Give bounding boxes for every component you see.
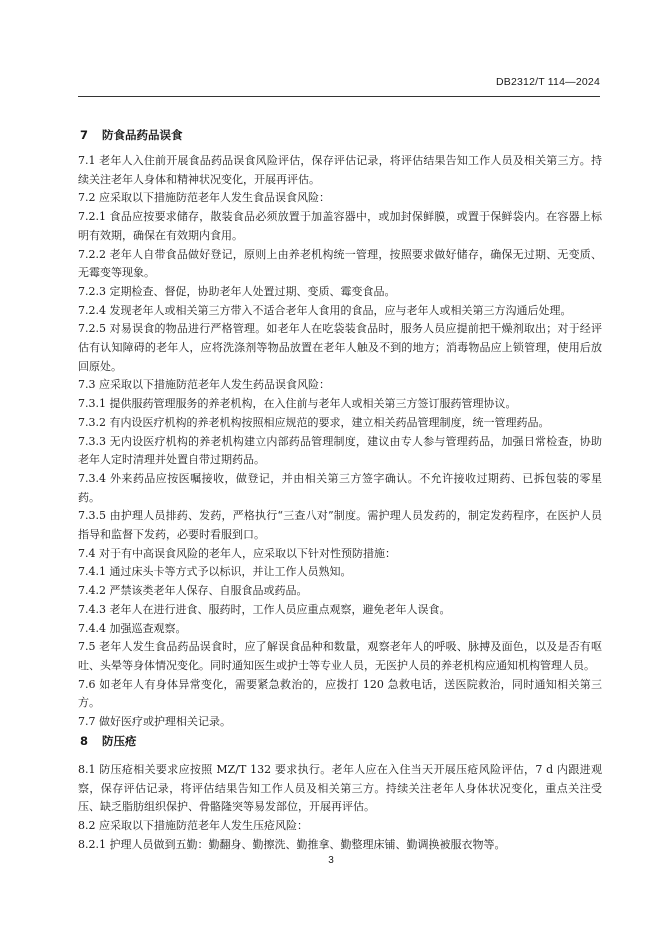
clause-7-5: 7.5 老年人发生食品药品误食时，应了解误食品种和数量，观察老年人的呼吸、脉搏及面色，以及是否有呕吐、头晕等身体情况变化。同时通知医生或护士等专业人员，无医护人员的养老机构应通知机构管理人员。 xyxy=(78,640,602,672)
clause-8-1: 8.1 防压疮相关要求应按照 MZ/T 132 要求执行。老年人应在入住当天开展压疮风险评估，7 d 内跟进观察，保存评估记录，将评估结果告知工作人员及相关第三方。持续关注老年人身体状况变化，重点关注受压、缺乏脂肪组织保护、骨骼隆突等易发部位，开展再评估。 xyxy=(78,763,602,814)
clause-7-3-4: 7.3.4 外来药品应按医嘱接收，做登记，并由相关第三方签字确认。不允许接收过期药、已拆包装的零星药。 xyxy=(78,471,602,504)
page-number: 3 xyxy=(328,855,334,866)
section-8-heading xyxy=(80,733,137,749)
clause-7-1: 7.1 老年人入住前开展食品药品误食风险评估，保存评估记录，将评估结果告知工作人员及相关第三方。持续关注老年人身体和精神状况变化，开展再评估。 xyxy=(78,154,602,186)
clause-7-2-4: 7.2.4 发现老年人或相关第三方带入不适合老年人食用的食品，应与老年人或相关第三方沟通后处理。 xyxy=(78,303,572,317)
clause-7-3: 7.3 应采取以下措施防范老年人发生药品误食风险： xyxy=(78,378,330,392)
clause-7-2-3: 7.2.3 定期检查、督促，协助老年人处置过期、变质、霉变食品。 xyxy=(78,284,396,298)
clause-7-7: 7.7 做好医疗或护理相关记录。 xyxy=(78,715,231,729)
section-7-heading xyxy=(80,127,183,143)
clause-7-3-1: 7.3.1 提供服药管理服务的养老机构，在入住前与老年人或相关第三方签订服药管理协议。 xyxy=(78,397,517,411)
clause-8-2: 8.2 应采取以下措施防范老年人发生压疮风险： xyxy=(78,819,308,833)
section-8-number: 8 xyxy=(80,734,89,748)
section-8-title: 防压疮 xyxy=(102,734,137,748)
clause-7-4: 7.4 对于有中高误食风险的老年人，应采取以下针对性预防措施： xyxy=(78,546,396,560)
clause-7-4-1: 7.4.1 通过床头卡等方式予以标识，并让工作人员熟知。 xyxy=(78,565,352,579)
clause-7-3-2: 7.3.2 有内设医疗机构的养老机构按照相应规范的要求，建立相关药品管理制度，统一管理药品。 xyxy=(78,415,550,429)
clause-7-2-5: 7.2.5 对易误食的物品进行严格管理。如老年人在吃袋装食品时，服务人员应提前把干燥剂取出；对于经评估有认知障碍的老年人，应将洗涤剂等物品放置在老年人触及不到的地方；消毒物品应上锁管理，使用后放回原处。 xyxy=(78,322,602,373)
clause-7-3-5: 7.3.5 由护理人员排药、发药，严格执行“三查八对”制度。需护理人员发药的，制定发药程序，在医护人员指导和监督下发药，必要时看服到口。 xyxy=(78,509,602,542)
clause-7-2-2: 7.2.2 老年人自带食品做好登记，原则上由养老机构统一管理，按照要求做好储存，确保无过期、无变质、无霉变等现象。 xyxy=(78,247,602,280)
header-divider xyxy=(78,96,600,97)
document-code: DB2312/T 114—2024 xyxy=(495,76,600,88)
clause-7-3-3: 7.3.3 无内设医疗机构的养老机构建立内部药品管理制度，建议由专人参与管理药品，加强日常检查，协助老年人定时清理并处置自带过期药品。 xyxy=(78,434,602,467)
clause-7-4-4: 7.4.4 加强巡查观察。 xyxy=(78,621,187,635)
clause-7-2-1: 7.2.1 食品应按要求储存，散装食品必须放置于加盖容器中，或加封保鲜膜，或置于保鲜袋内。在容器上标明有效期，确保在有效期内食用。 xyxy=(78,210,602,242)
clause-7-4-3: 7.4.3 老年人在进行进食、服药时，工作人员应重点观察，避免老年人误食。 xyxy=(78,602,451,616)
clause-8-2-1: 8.2.1 护理人员做到五勤：勤翻身、勤擦洗、勤推拿、勤整理床铺、勤调换被服衣物等。 xyxy=(78,837,506,851)
clause-7-6: 7.6 如老年人有身体异常变化，需要紧急救治的，应拨打 120 急救电话，送医院救治，同时通知相关第三方。 xyxy=(78,677,602,710)
clause-7-2: 7.2 应采取以下措施防范老年人发生食品误食风险： xyxy=(78,191,330,205)
section-8-body xyxy=(78,761,602,855)
section-7-number: 7 xyxy=(80,128,89,142)
section-7-body xyxy=(78,152,602,732)
section-7-title: 防食品药品误食 xyxy=(102,128,183,142)
clause-7-4-2: 7.4.2 严禁该类老年人保存、自服食品或药品。 xyxy=(78,584,308,598)
